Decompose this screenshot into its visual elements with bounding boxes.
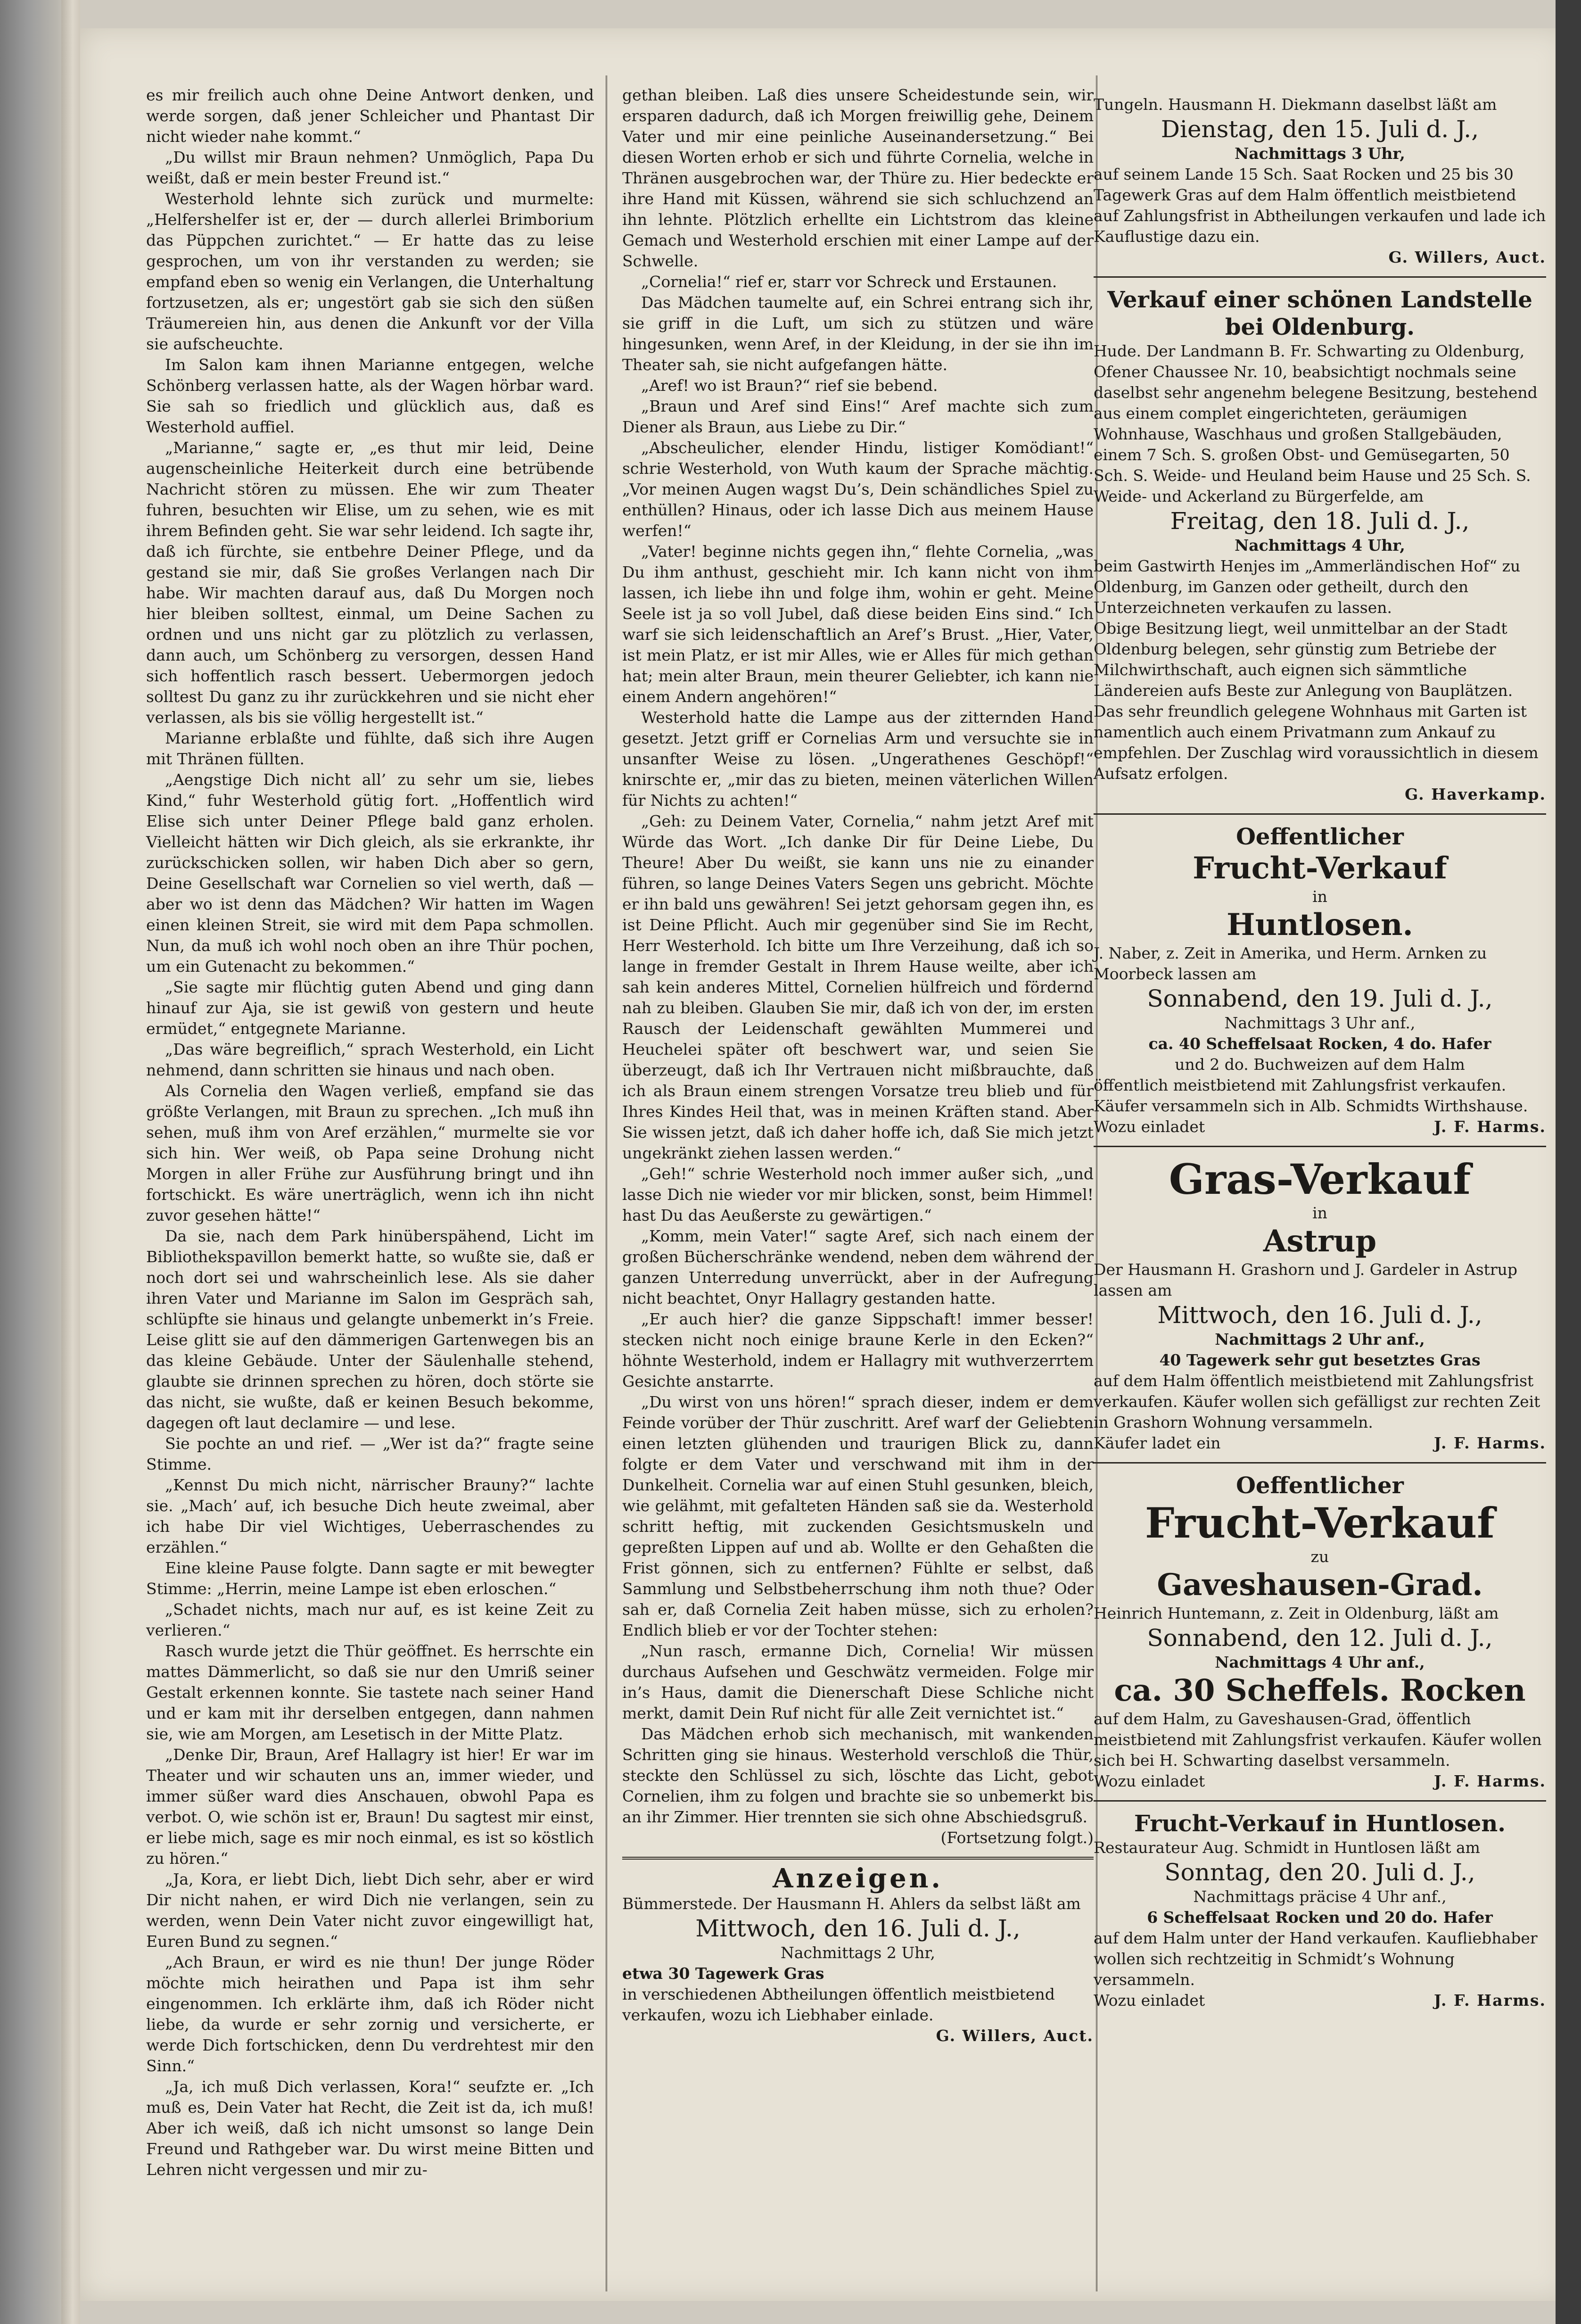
- paragraph: „Du wirst von uns hören!“ sprach dieser, indem er dem Feinde vorüber der Thür zuschritt. Aref warf der Geliebten einen letzten glühenden und traurigen Blick zu, dann folgte er dem Vater und verschwand mit ihm in der Dunkelheit. Cornelia war auf einen Stuhl gesunken, bleich, wie gelähmt, mit gefalteten Händen saß sie da. Westerhold schritt heftig, mit zuckenden Gesichtsmuskeln und gepreßten Lippen auf und ab. Wollte er den Gehaßten die Frist gönnen, sich zu entfernen? Fühlte er selbst, daß Sammlung und Selbstbeherrschung ihm noth thue? Oder sah er, daß Cornelia Zeit haben müsse, sich zu erholen? Endlich blieb er vor der Tochter stehen:: [622, 1393, 1094, 1639]
- ad-divider: [1094, 1800, 1546, 1802]
- ad-body: Der Hausmann H. Grashorn und J. Gardeler in Astrup lassen am: [1094, 1260, 1518, 1299]
- ad-huntlosen-schmidt: [1094, 1810, 1546, 2011]
- paragraph: „Sie sagte mir flüchtig guten Abend und ging dann hinauf zur Aja, sie ist gewiß von gestern und heute ermüdet,“ entgegnete Marianne.: [146, 978, 594, 1038]
- ad-signature-row: [1094, 1990, 1546, 2011]
- ad-signature-row: [1094, 1771, 1546, 1792]
- ad-body: auf dem Halm, zu Gaveshausen-Grad, öffentlich meistbietend mit Zahlungsfrist verkaufen. Käufer wollen sich bei H. Schwarting daselbst versammeln.: [1094, 1710, 1542, 1770]
- ad-body: in verschiedenen Abtheilungen öffentlich meistbietend verkaufen, wozu ich Liebhaber einlade.: [622, 1985, 1055, 2024]
- ad-date: Sonntag, den 20. Juli d. J.,: [1164, 1859, 1475, 1886]
- ad-intro: Tungeln. Hausmann H. Diekmann daselbst läßt am: [1094, 95, 1497, 114]
- ad-item: 6 Scheffelsaat Rocken und 20 do. Hafer: [1147, 1908, 1493, 1927]
- paragraph: „Kennst Du mich nicht, närrischer Brauny?“ lachte sie. „Mach’ auf, ich besuche Dich heute zweimal, aber ich habe Dir viel Wichtiges, Ueberraschendes zu erzählen.“: [146, 1476, 594, 1556]
- ad-signature-row: [622, 2026, 1094, 2046]
- ad-signature-row: [1094, 784, 1546, 805]
- ad-body: Restaurateur Aug. Schmidt in Huntlosen läßt am: [1094, 1838, 1480, 1857]
- paragraph: es mir freilich auch ohne Deine Antwort denken, und werde sorgen, daß jener Schleicher und Phantast Dir nicht wieder nahe kommt.“: [146, 86, 594, 146]
- paragraph: „Braun und Aref sind Eins!“ Aref machte sich zum Diener als Braun, aus Liebe zu Dir.“: [622, 397, 1094, 436]
- paragraph: Das Mädchen erhob sich mechanisch, mit wankenden Schritten ging sie hinaus. Westerhold verschloß die Thür, steckte den Schlüssel zu sich, löschte das Licht, gebot Cornelien, ihm zu folgen und brachte sie so unbemerkt bis an ihr Zimmer. Hier trennten sie sich ohne Abschiedsgruß.: [622, 1725, 1094, 1826]
- paragraph: „Komm, mein Vater!“ sagte Aref, sich nach einem der großen Bücherschränke wendend, neben dem während der ganzen Unterredung unverrückt, aber in der Aufregung nicht beachtet, Onyr Hallagry gestanden hatte.: [622, 1227, 1094, 1307]
- ad-gaveshausen: [1094, 1472, 1546, 1792]
- ad-body: öffentlich meistbietend mit Zahlungsfrist verkaufen. Käufer versammeln sich in Alb. Schmidts Wirthshause.: [1094, 1076, 1528, 1115]
- paragraph: „Du willst mir Braun nehmen? Unmöglich, Papa Du weißt, daß er mein bester Freund ist.“: [146, 148, 594, 187]
- story-column-1: [146, 85, 594, 2180]
- ad-signature: G. Haverkamp.: [1405, 785, 1546, 803]
- paragraph: „Er auch hier? die ganze Sippschaft! immer besser! stecken nicht noch einige braune Kerle in den Ecken?“ höhnte Westerhold, indem er Hallagry mit wuthverzerrtem Gesichte anstarrte.: [622, 1310, 1094, 1390]
- ad-invite: Wozu einladet: [1094, 1772, 1205, 1790]
- ad-date: Freitag, den 18. Juli d. J.,: [1170, 507, 1470, 535]
- ad-signature: J. F. Harms.: [1433, 1991, 1546, 2010]
- ad-signature: J. F. Harms.: [1433, 1772, 1546, 1790]
- ad-item: etwa 30 Tagewerk Gras: [622, 1964, 824, 1983]
- paragraph: „Aref! wo ist Braun?“ rief sie bebend.: [641, 376, 938, 395]
- paragraph: Da sie, nach dem Park hinüberspähend, Licht im Bibliothekspavillon bemerkt hatte, so wußte sie, daß er noch dort sei und wahrscheinlich lese. Als sie daher ihren Vater und Marianne im Salon im Gespräch sah, schlüpfte sie hinaus und gelangte unbemerkt in’s Freie. Leise glitt sie auf den dämmerigen Gartenwegen bis an das kleine Gebäude. Unter der Säulenhalle stehend, glaubte sie drinnen sprechen zu hören, doch störte sie das nicht, sie wußte, daß er keinen Besuch bekomme, dagegen oft laut declamire — und lese.: [146, 1227, 594, 1432]
- paragraph: Marianne erblaßte und fühlte, daß sich ihre Augen mit Thränen füllten.: [146, 729, 594, 768]
- paragraph: „Ach Braun, er wird es nie thun! Der junge Röder möchte mich heirathen und Papa ist ihm sehr eingenommen. Ich erklärte ihm, daß ich Röder nicht liebe, da wurde er sehr zornig und versicherte, er werde Dich fortschicken, denn Du verdrehtest mir den Sinn.“: [146, 1953, 594, 2075]
- paragraph: „Schadet nichts, mach nur auf, es ist keine Zeit zu verlieren.“: [146, 1600, 594, 1639]
- ad-date: Mittwoch, den 16. Juli d. J.,: [1157, 1301, 1482, 1329]
- ad-place: Huntlosen.: [1227, 907, 1413, 943]
- paragraph: Eine kleine Pause folgte. Dann sagte er mit bewegter Stimme: „Herrin, meine Lampe ist eben erloschen.“: [146, 1559, 594, 1598]
- ad-in: in: [1312, 1204, 1327, 1222]
- ad-huntlosen: [1094, 823, 1546, 1137]
- ad-signature: G. Willers, Auct.: [936, 2026, 1094, 2045]
- paragraph: Im Salon kam ihnen Marianne entgegen, welche Schönberg verlassen hatte, als der Wagen hörbar ward. Sie sah so friedlich und glücklich aus, daß es Westerhold auffiel.: [146, 356, 594, 436]
- ad-date: Sonnabend, den 12. Juli d. J.,: [1147, 1624, 1493, 1652]
- ad-divider: [1094, 276, 1546, 278]
- ad-landstelle: [1094, 286, 1546, 805]
- ad-place: Astrup: [1263, 1224, 1377, 1259]
- paragraph: Sie pochte an und rief. — „Wer ist da?“ fragte seine Stimme.: [146, 1434, 594, 1473]
- ad-item: ca. 40 Scheffelsaat Rocken, 4 do. Hafer: [1148, 1034, 1491, 1053]
- paragraph: „Vater! beginne nichts gegen ihn,“ flehte Cornelia, „was Du ihm anthust, geschieht mir. Ich kann nicht von ihm lassen, ich liebe ihn und folge ihm, wohin er geht. Meine Seele ist ja so voll Jubel, daß diese beiden Eins sind.“ Ich warf sie sich leidenschaftlich an Aref’s Brust. „Hier, Vater, ist mein Platz, er ist mir Alles, wie er Alles für mich gethan hat; mein alter Braun, mein theurer Geliebter, ich kann nie einem Andern angehören!“: [622, 542, 1094, 706]
- ad-divider: [1094, 813, 1546, 815]
- ad-in: zu: [1310, 1547, 1329, 1566]
- ad-time: Nachmittags 2 Uhr,: [780, 1944, 936, 1962]
- ad-pretitle: Oeffentlicher: [1236, 824, 1404, 850]
- ad-subtitle: bei Oldenburg.: [1225, 314, 1415, 340]
- paragraph: Westerhold hatte die Lampe aus der zitternden Hand gesetzt. Jetzt griff er Cornelias Arm und versuchte sie in unsanfter Weise zu lösen. „Ungerathenes Geschöpf!“ knirschte er, „mir das zu bieten, meinen väterlichen Willen für Nichts zu achten!“: [622, 708, 1094, 810]
- ad-time: Nachmittags 4 Uhr,: [1235, 536, 1405, 554]
- paragraph: „Das wäre begreiflich,“ sprach Westerhold, ein Licht nehmend, dann schritten sie hinaus und nach oben.: [146, 1040, 594, 1079]
- paragraph: „Marianne,“ sagte er, „es thut mir leid, Deine augenscheinliche Heiterkeit durch eine betrübende Nachricht stören zu müssen. Ehe wir zum Theater fuhren, besuchten wir Elise, um zu sehen, wie es mit ihrem Befinden geht. Sie war sehr leidend. Ich sagte ihr, daß ich fürchte, sie entbehre Deiner Pflege, und da gestand sie mir, daß Sie großes Verlangen nach Dir habe. Wir machten darauf aus, daß Du Morgen noch hier bleiben solltest, einmal, um Deine Sachen zu ordnen und uns nicht gar zu plötzlich zu verlassen, dann auch, um Schönberg zu versorgen, dessen Hand sich hoffentlich rasch bessert. Uebermorgen jedoch solltest Du ganz zu ihr zurückkehren und sie nicht eher verlassen, als bis sie völlig hergestellt ist.“: [146, 438, 594, 727]
- section-divider: [622, 1857, 1094, 1860]
- ad-title: Verkauf einer schönen Landstelle: [1107, 287, 1532, 313]
- ad-divider: [1094, 1146, 1546, 1147]
- paragraph: Das Mädchen taumelte auf, ein Schrei entrang sich ihr, sie griff in die Luft, um sich zu stützen und wäre hingesunken, wenn Aref, in der Kleidung, in der sie ihn im Theater sah, sie nicht aufgefangen hätte.: [622, 293, 1094, 374]
- ad-title: Frucht-Verkauf in Huntlosen.: [1134, 1811, 1506, 1837]
- ad-intro: Bümmerstede. Der Hausmann H. Ahlers da selbst läßt am: [622, 1894, 1081, 1913]
- ad-item: ca. 30 Scheffels. Rocken: [1114, 1673, 1526, 1708]
- ad-signature: J. F. Harms.: [1433, 1434, 1546, 1452]
- ad-body: auf dem Halm öffentlich meistbietend mit Zahlungsfrist verkaufen. Käufer wollen sich gefälligst zur rechten Zeit in Grashorn Wohnung versammeln.: [1094, 1372, 1540, 1431]
- ad-signature-row: [1094, 1117, 1546, 1137]
- ad-date: Mittwoch, den 16. Juli d. J.,: [695, 1915, 1021, 1942]
- ad-body: Heinrich Huntemann, z. Zeit in Oldenburg, läßt am: [1094, 1604, 1499, 1622]
- ad-divider: [1094, 1462, 1546, 1464]
- ad-invite: Wozu einladet: [1094, 1991, 1205, 2010]
- ad-body: beim Gastwirth Henjes im „Ammerländischen Hof“ zu Oldenburg, im Ganzen oder getheilt, durch den Unterzeichneten verkaufen zu lassen.: [1094, 557, 1521, 617]
- ad-item: und 2 do. Buchweizen auf dem Halm: [1175, 1055, 1465, 1074]
- scan-edge: [1556, 0, 1581, 2324]
- ad-title: Gras-Verkauf: [1169, 1155, 1471, 1204]
- ad-body: Obige Besitzung liegt, weil unmittelbar an der Stadt Oldenburg belegen, sehr günstig zum Betriebe der Milchwirthschaft, auch eignen sich sämmtliche Ländereien aufs Beste zur Anlegung von Bauplätzen. Das sehr freundlich gelegene Wohnhaus mit Garten ist namentlich auch einem Privatmann zum Ankauf zu empfehlen. Der Zuschlag wird voraussichtlich in diesem Aufsatz erfolgen.: [1094, 619, 1539, 783]
- page-binding: [61, 0, 80, 2324]
- ad-signature: J. F. Harms.: [1433, 1117, 1546, 1136]
- ad-place: Gaveshausen-Grad.: [1157, 1567, 1483, 1603]
- ad-title: Frucht-Verkauf: [1145, 1498, 1495, 1547]
- ad-time: Nachmittags 2 Uhr anf.,: [1215, 1330, 1425, 1348]
- ads-column: [1094, 94, 1546, 2011]
- ad-signature-row: [1094, 247, 1546, 268]
- ad-body: J. Naber, z. Zeit in Amerika, und Herm. Arnken zu Moorbeck lassen am: [1094, 944, 1487, 983]
- ad-time: Nachmittags 3 Uhr,: [1235, 144, 1405, 163]
- ad-time: Nachmittags präcise 4 Uhr anf.,: [1193, 1887, 1447, 1906]
- paragraph: Rasch wurde jetzt die Thür geöffnet. Es herrschte ein mattes Dämmerlicht, so daß sie nur den Umriß seiner Gestalt erkennen konnte. Sie tastete nach seiner Hand und er kam mit ihr derselben entgegen, dann nahmen sie, wie am Morgen, am Lesetisch in der Mitte Platz.: [146, 1642, 594, 1743]
- paragraph: „Geh: zu Deinem Vater, Cornelia,“ nahm jetzt Aref mit Würde das Wort. „Ich danke Dir für Deine Liebe, Du Theure! Aber Du weißt, sie kann uns nie zu einander führen, so lange Deines Vaters Segen uns gebricht. Möchte er ihn bald uns gewähren! Sei jetzt gehorsam gegen ihn, es ist Deine Pflicht. Auch mir gegenüber sind Sie im Recht, Herr Westerhold. Ich bitte um Ihre Verzeihung, daß ich so lange in fremder Gestalt in Ihrem Hause weilte, aber ich sah kein anderes Mittel, Cornelien hülfreich und fördernd nah zu bleiben. Glauben Sie mir, daß ich von der, im ersten Rausch der Leidenschaft gewählten Mummerei und Heuchelei später oft beschwert war, und seien Sie überzeugt, daß ich Ihr Vertrauen nicht mißbrauchte, daß ich als Braun einem strengen Vorsatze treu blieb und für Ihres Kindes Heil that, was in meinen Kräften stand. Aber Sie wissen jetzt, daß ich daher hoffe ich, daß Sie mich jetzt ungekränkt ziehen lassen werden.“: [622, 812, 1094, 1162]
- ad-invite: Käufer ladet ein: [1094, 1434, 1221, 1452]
- ad-signature: G. Willers, Auct.: [1388, 248, 1546, 266]
- ad-body: auf dem Halm unter der Hand verkaufen. Kaufliebhaber wollen sich rechtzeitig in Schmidt’s Wohnung versammeln.: [1094, 1929, 1538, 1989]
- ad-body: auf seinem Lande 15 Sch. Saat Rocken und 25 bis 30 Tagewerk Gras auf dem Halm öffentlich meistbietend auf Zahlungsfrist in Abtheilungen verkaufen und lade ich Kauflustige dazu ein.: [1094, 165, 1546, 246]
- column-rule: [606, 75, 607, 2291]
- paragraph: gethan bleiben. Laß dies unsere Scheidestunde sein, wir ersparen dadurch, daß ich Morgen freiwillig gehe, Deinem Vater und mir eine peinliche Auseinandersetzung.“ Bei diesen Worten erhob er sich und führte Cornelia, welche in Thränen ausgebrochen war, der Thüre zu. Hier bedeckte er ihre Hand mit Küssen, während sie sich schluchzend an ihn lehnte. Plötzlich erhellte ein Lichtstrom das kleine Gemach und Westerhold erschien mit einer Lampe auf der Schwelle.: [622, 86, 1094, 270]
- ad-body: Hude. Der Landmann B. Fr. Schwarting zu Oldenburg, Ofener Chaussee Nr. 10, beabsichtigt nochmals seine daselbst sehr angenehm belegene Besitzung, bestehend aus einem complet eingerichteten, geräumigen Wohnhause, Waschhaus und großen Stallgebäuden, einem 7 Sch. S. großen Obst- und Gemüsegarten, 50 Sch. S. Weide- und Heuland beim Hause und 25 Sch. S. Weide- und Ackerland zu Bürgerfelde, am: [1094, 342, 1538, 505]
- ad-in: in: [1312, 887, 1327, 906]
- ad-time: Nachmittags 4 Uhr anf.,: [1215, 1653, 1425, 1671]
- continuation-note: (Fortsetzung folgt.): [940, 1828, 1094, 1847]
- ad-signature-row: [1094, 1433, 1546, 1454]
- paragraph: „Nun rasch, ermanne Dich, Cornelia! Wir müssen durchaus Aufsehen und Geschwätz vermeiden. Folge mir in’s Haus, damit die Dienerschaft Diese Schliche nicht merkt, damit Dein Ruf nicht für alle Zeit vernichtet ist.“: [622, 1642, 1094, 1722]
- ad-date: Sonnabend, den 19. Juli d. J.,: [1147, 985, 1493, 1012]
- paragraph: „Geh!“ schrie Westerhold noch immer außer sich, „und lasse Dich nie wieder vor mir blicken, sonst, beim Himmel! hast Du das Aeußerste zu gewärtigen.“: [622, 1165, 1094, 1224]
- paragraph: „Ja, ich muß Dich verlassen, Kora!“ seufzte er. „Ich muß es, Dein Vater hat Recht, die Zeit ist da, ich muß! Aber ich weiß, daß ich nicht umsonst so lange Dein Freund und Rathgeber war. Du wirst meine Bitten und Lehren nicht vergessen und mir zu-: [146, 2077, 594, 2179]
- paragraph: Westerhold lehnte sich zurück und murmelte: „Helfershelfer ist er, der — durch allerlei Brimborium das Püppchen zurichtet.“ — Er hatte das zu leise gesprochen, um von ihr verstanden zu werden; sie empfand eben so wenig ein Verlangen, die Unterhaltung fortzusetzen, als er; ungestört gab sie sich den süßen Träumereien hin, aus denen die Ankunft vor der Villa sie aufscheuchte.: [146, 190, 594, 353]
- paragraph: Als Cornelia den Wagen verließ, empfand sie das größte Verlangen, mit Braun zu sprechen. „Ich muß ihn sehen, muß ihm von Aref erzählen,“ murmelte sie vor sich hin. Wer weiß, ob Papa seine Drohung nicht Morgen in aller Frühe zur Ausführung bringt und ihn fortschickt. Es wäre unerträglich, wenn ich ihn nicht zuvor gesehen hätte!“: [146, 1082, 594, 1224]
- ad-invite: Wozu einladet: [1094, 1117, 1205, 1136]
- paragraph: „Abscheulicher, elender Hindu, listiger Komödiant!“ schrie Westerhold, von Wuth kaum der Sprache mächtig. „Vor meinen Augen wagst Du’s, Dein schändliches Spiel zu enthüllen? Hinaus, oder ich lasse Dich aus meinem Hause werfen!“: [622, 438, 1094, 540]
- ad-buemmerstede: [622, 1894, 1094, 2046]
- ad-astrup: [1094, 1156, 1546, 1454]
- ad-tungeln: [1094, 94, 1546, 268]
- ad-time: Nachmittags 3 Uhr anf.,: [1224, 1014, 1416, 1032]
- paragraph: „Denke Dir, Braun, Aref Hallagry ist hier! Er war im Theater und wir schauten uns an, immer wieder, und immer süßer ward dies Anschauen, obwohl Papa es verbot. O, wie schön ist er, Braun! Du sagtest mir einst, er liebe mich, sage es mir noch einmal, es ist so köstlich zu hören.“: [146, 1745, 594, 1868]
- ad-date: Dienstag, den 15. Juli d. J.,: [1161, 116, 1479, 143]
- paragraph: „Cornelia!“ rief er, starr vor Schreck und Erstaunen.: [641, 273, 1057, 291]
- ads-heading: Anzeigen.: [773, 1863, 943, 1894]
- ad-item: 40 Tagewerk sehr gut besetztes Gras: [1159, 1351, 1481, 1369]
- ad-pretitle: Oeffentlicher: [1236, 1472, 1404, 1499]
- story-column-2: [622, 85, 1094, 2046]
- paragraph: „Ja, Kora, er liebt Dich, liebt Dich sehr, aber er wird Dir nicht nahen, er wird Dich nie verlangen, sein zu werden, wenn Dein Vater nicht zuvor eingewilligt hat, Euren Bund zu segnen.“: [146, 1870, 594, 1951]
- newspaper-page: [80, 28, 1567, 2301]
- ad-title: Frucht-Verkauf: [1193, 851, 1447, 886]
- paragraph: „Aengstige Dich nicht all’ zu sehr um sie, liebes Kind,“ fuhr Westerhold gütig fort. „Hoffentlich wird Elise sich unter Deiner Pflege bald ganz erholen. Vielleicht hätten wir Dich gleich, als sie erkrankte, ihr zurückschicken sollen, wir haben Dich aber so gern, Deine Gesellschaft war Cornelien so viel werth, daß — aber wo ist denn das Mädchen? Wir hatten im Wagen einen kleinen Streit, sie wird mit dem Papa schmollen. Nun, da muß ich wohl noch oben an ihre Thür pochen, um ein Gutenacht zu bekommen.“: [146, 770, 594, 976]
